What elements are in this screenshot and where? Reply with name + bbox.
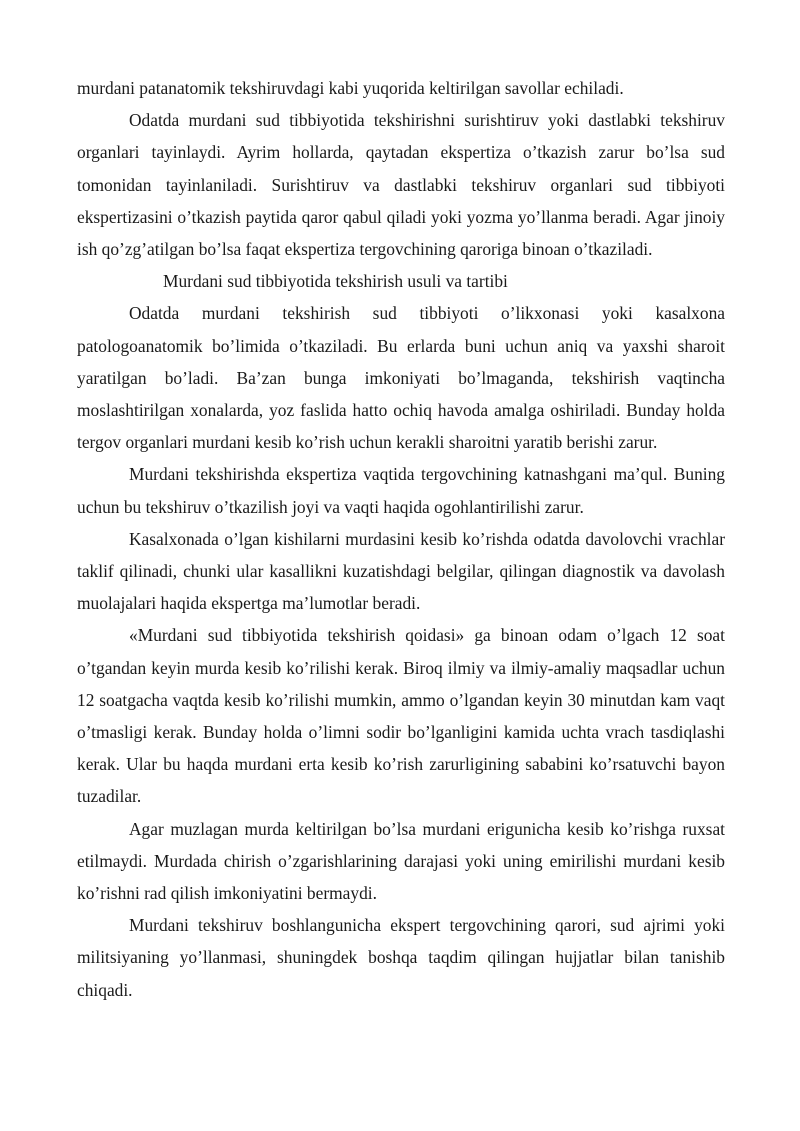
section-heading: Murdani sud tibbiyotida tekshirish usuli va tartibi <box>163 271 508 292</box>
paragraph-investigator-presence: Murdani tekshirishda ekspertiza vaqtida tergovchining katnashgani ma’qul. Buning uchun bu tekshiruv o’tkazilish joyi va vaqti haqida ogohlantirilishi zarur. <box>77 464 725 517</box>
paragraph-frozen-body: Agar muzlagan murda keltirilgan bo’lsa murdani erigunicha kesib ko’rishga ruxsat etilmaydi. Murdada chirish o’zgarishlarining darajasi yoki uning emirilishi murdani kesib ko’rishni rad qilish imkoniyatini bermaydi. <box>77 818 725 904</box>
paragraph-continuation: murdani patanatomik tekshiruvdagi kabi yuqorida keltirilgan savollar echiladi. <box>77 78 624 98</box>
paragraph-hospital-doctors: Kasalxonada o’lgan kishilarni murdasini kesib ko’rishda odatda davolovchi vrachlar taklif qilinadi, chunki ular kasallikni kuzatishdagi belgilar, qilingan diagnostik va davolash muolajalari haqida ekspertga ma’lumotlar beradi. <box>77 528 725 614</box>
paragraph-examination-appointment: Odatda murdani sud tibbiyotida tekshirishni surishtiruv yoki dastlabki tekshiruv organlari tayinlaydi. Ayrim hollarda, qaytadan ekspertiza o’tkazish zarur bo’lsa sud tomonidan tayinlaniladi. Surishtiruv va dastlabki tekshiruv organlari sud tibbiyoti ekspertizasini o’tkazish paytida qaror qabul qiladi yoki yozma yo’llanma beradi. Agar jinoiy ish qo’zg’atilgan bo’lsa faqat ekspertiza tergovchining qaroriga binoan o’tkaziladi. <box>77 110 725 260</box>
document-page <box>77 72 725 1006</box>
paragraph-examination-location: Odatda murdani tekshirish sud tibbiyoti o’likxonasi yoki kasalxona patologoanatomik bo’limida o’tkaziladi. Bu erlarda buni uchun aniq va yaxshi sharoit yaratilgan bo’ladi. Ba’zan bunga imkoniyati bo’lmaganda, tekshirish vaqtincha moslashtirilgan xonalarda, yoz faslida hatto ochiq havoda amalga oshiriladi. Bunday holda tergov organlari murdani kesib ko’rish uchun kerakli sharoitni yaratib berishi zarur. <box>77 303 725 453</box>
paragraph-documents-review: Murdani tekshiruv boshlangunicha ekspert tergovchining qarori, sud ajrimi yoki militsiyaning yo’llanmasi, shuningdek boshqa taqdim qilingan hujjatlar bilan tanishib chiqadi. <box>77 915 725 1000</box>
paragraph-examination-timing: «Murdani sud tibbiyotida tekshirish qoidasi» ga binoan odam o’lgach 12 soat o’tgandan keyin murda kesib ko’rilishi kerak. Biroq ilmiy va ilmiy-amaliy maqsadlar uchun 12 soatgacha vaqtda kesib ko’rilishi mumkin, ammo o’lgandan keyin 30 minutdan kam vaqt o’tmasligi kerak. Bunday holda o’limni sodir bo’lganligini kamida uchta vrach tasdiqlashi kerak. Ular bu haqda murdani erta kesib ko’rish zarurligining sababini ko’rsatuvchi bayon tuzadilar. <box>77 625 725 807</box>
